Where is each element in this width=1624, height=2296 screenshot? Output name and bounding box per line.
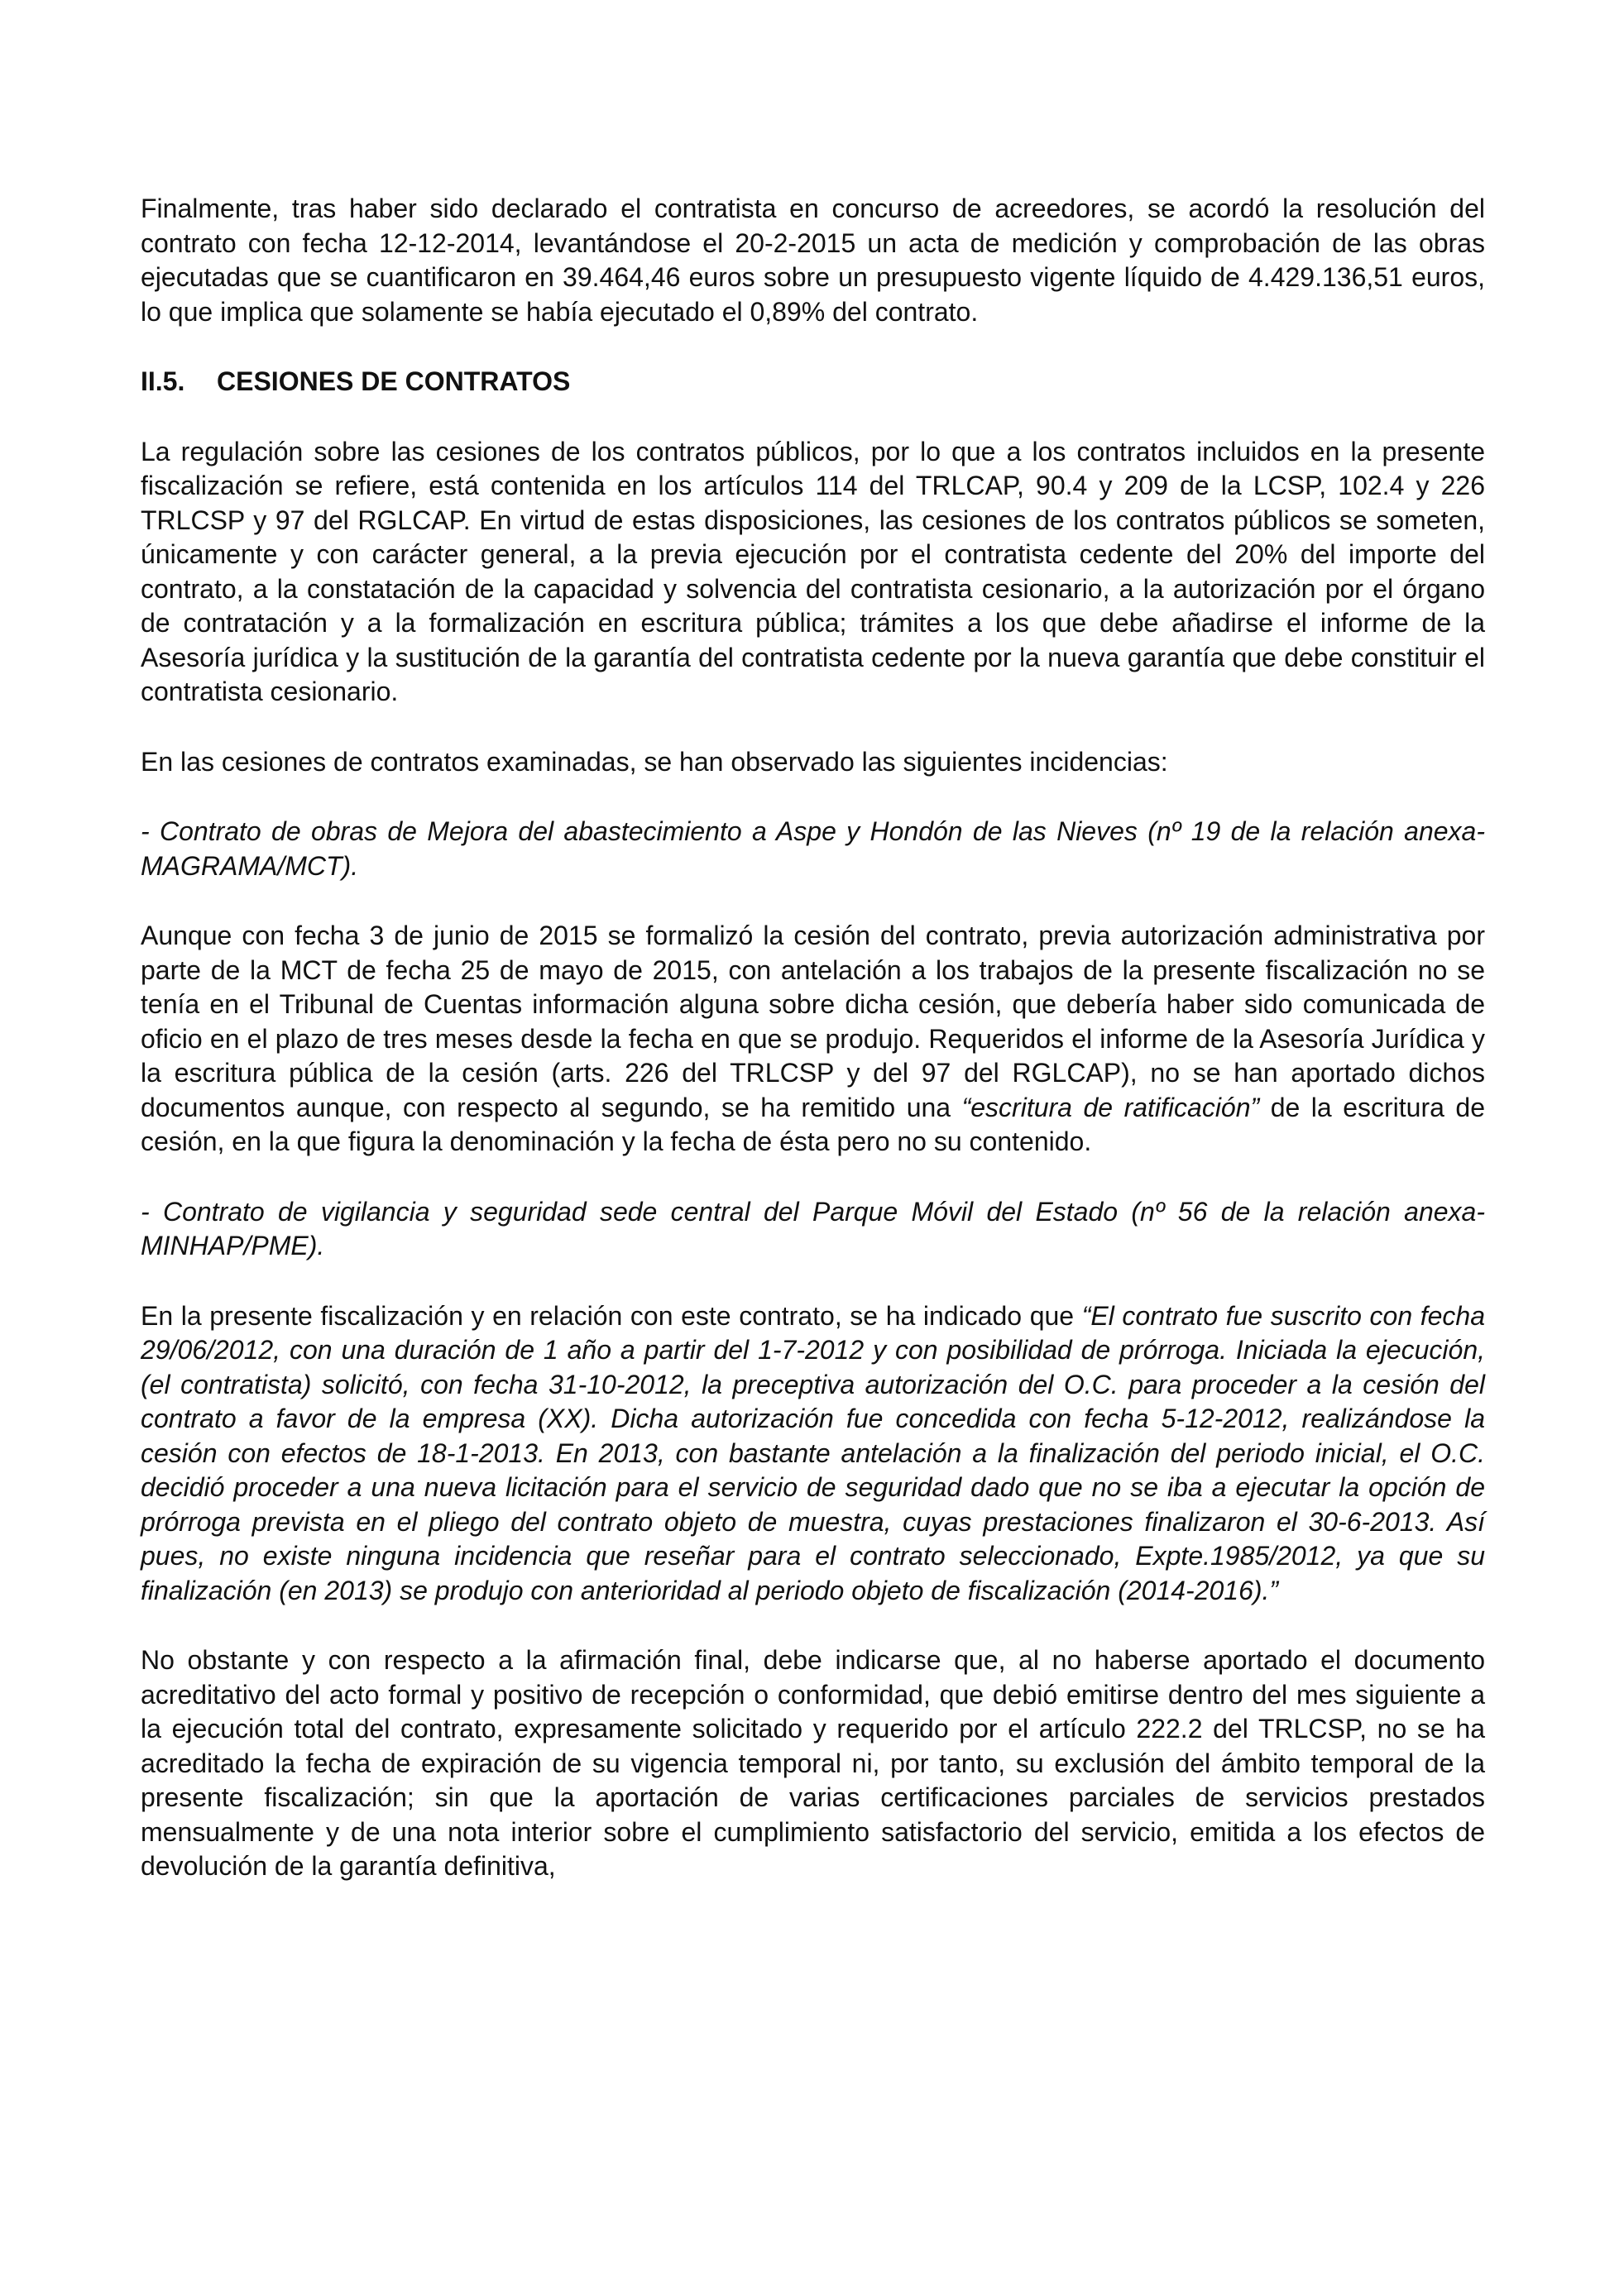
paragraph-incidencias-intro: En las cesiones de contratos examinadas, se han observado las siguientes incidencias: [141,746,1168,777]
paragraph-vigilancia-text: En la presente fiscalización y en relación con este contrato, se ha indicado que [141,1300,1082,1331]
section-title: CESIONES DE CONTRATOS [217,366,571,396]
paragraph-resolucion-contrato: Finalmente, tras haber sido declarado el contratista en concurso de acreedores, se acordó la resolución del contrato con fecha 12-12-2014, levantándose el 20-2-2015 un acta de medición y comprobación de las obras ejecutadas que se cuantificaron en 39.464,46 euros sobre un presupuesto vigente líquido de 4.429.136,51 euros, lo que implica que solamente se había ejecutado el 0,89% del contrato. [141,194,1485,327]
item-title-contrato-obras: - Contrato de obras de Mejora del abastecimiento a Aspe y Hondón de las Nieves (nº 19 de la relación anexa-MAGRAMA/MCT). [141,816,1485,881]
paragraph-cesion-formalizada [141,919,1485,1160]
section-heading [141,365,1485,399]
paragraph-regulacion-cesiones: La regulación sobre las cesiones de los contratos públicos, por lo que a los contratos incluidos en la presente fiscalización se refiere, está contenida en los artículos 114 del TRLCAP, 90.4 y 209 de la LCSP, 102.4 y 226 TRLCSP y 97 del RGLCAP. En virtud de estas disposiciones, las cesiones de los contratos públicos se someten, únicamente y con carácter general, a la previa ejecución por el contratista cedente del 20% del importe del contrato, a la constatación de la capacidad y solvencia del contratista cesionario, a la autorización por el órgano de contratación y a la formalización en escritura pública; trámites a los que debe añadirse el informe de la Asesoría jurídica y la sustitución de la garantía del contratista cedente por la nueva garantía que debe constituir el contratista cesionario. [141,436,1485,706]
section-number: II.5. [141,366,185,396]
paragraph-cesion-text-b: de la escritura de cesión, en la que figura la denominación y la fecha de ésta pero no su contenido. [141,1092,1486,1156]
paragraph-cesion-text-a: Aunque con fecha 3 de junio de 2015 se formalizó la cesión del contrato, previa autorización administrativa por parte de la MCT de fecha 25 de mayo de 2015, con antelación a los trabajos de la presente fiscalización no se tenía en el Tribunal de Cuentas información alguna sobre dicha cesión, que debería haber sido comunicada de oficio en el plazo de tres meses desde la fecha en que se produjo. Requeridos el informe de la Asesoría Jurídica y la escritura pública de la cesión (arts. 226 del TRLCSP y del 97 del RGLCAP), no se han aportado dichos documentos aunque, con respecto al segundo, se ha remitido una [141,921,1485,1122]
item-title-contrato-vigilancia: - Contrato de vigilancia y seguridad sede central del Parque Móvil del Estado (nº 56 de la relación anexa-MINHAP/PME). [141,1196,1485,1260]
paragraph-vigilancia-quote: “El contrato fue suscrito con fecha 29/06/2012, con una duración de 1 año a partir del 1-7-2012 y con posibilidad de prórroga. Iniciada la ejecución, (el contratista) solicitó, con fecha 31-10-2012, la preceptiva autorización del O.C. para proceder a la cesión del contrato a favor de la empresa (XX). Dicha autorización fue concedida con fecha 5-12-2012, realizándose la cesión con efectos de 18-1-2013. En 2013, con bastante antelación a la finalización del periodo inicial, el O.C. decidió proceder a una nueva licitación para el servicio de seguridad dado que no se iba a ejecutar la opción de prórroga prevista en el pliego del contrato objeto de muestra, cuyas prestaciones finalizaron el 30-6-2013. Así pues, no existe ninguna incidencia que reseñar para el contrato seleccionado, Expte.1985/2012, ya que su finalización (en 2013) se produjo con anterioridad al periodo objeto de fiscalización (2014-2016).” [141,1300,1486,1605]
document-page [141,192,1485,1920]
paragraph-contrato-vigilancia [141,1299,1485,1609]
paragraph-cesion-italic: “escritura de ratificación” [961,1092,1260,1122]
paragraph-no-obstante: No obstante y con respecto a la afirmación final, debe indicarse que, al no haberse aportado el documento acreditativo del acto formal y positivo de recepción o conformidad, que debió emitirse dentro del mes siguiente a la ejecución total del contrato, expresamente solicitado y requerido por el artículo 222.2 del TRLCSP, no se ha acreditado la fecha de expiración de su vigencia temporal ni, por tanto, su exclusión del ámbito temporal de la presente fiscalización; sin que la aportación de varias certificaciones parciales de servicios prestados mensualmente y de una nota interior sobre el cumplimiento satisfactorio del servicio, emitida a los efectos de devolución de la garantía definitiva, [141,1645,1485,1881]
